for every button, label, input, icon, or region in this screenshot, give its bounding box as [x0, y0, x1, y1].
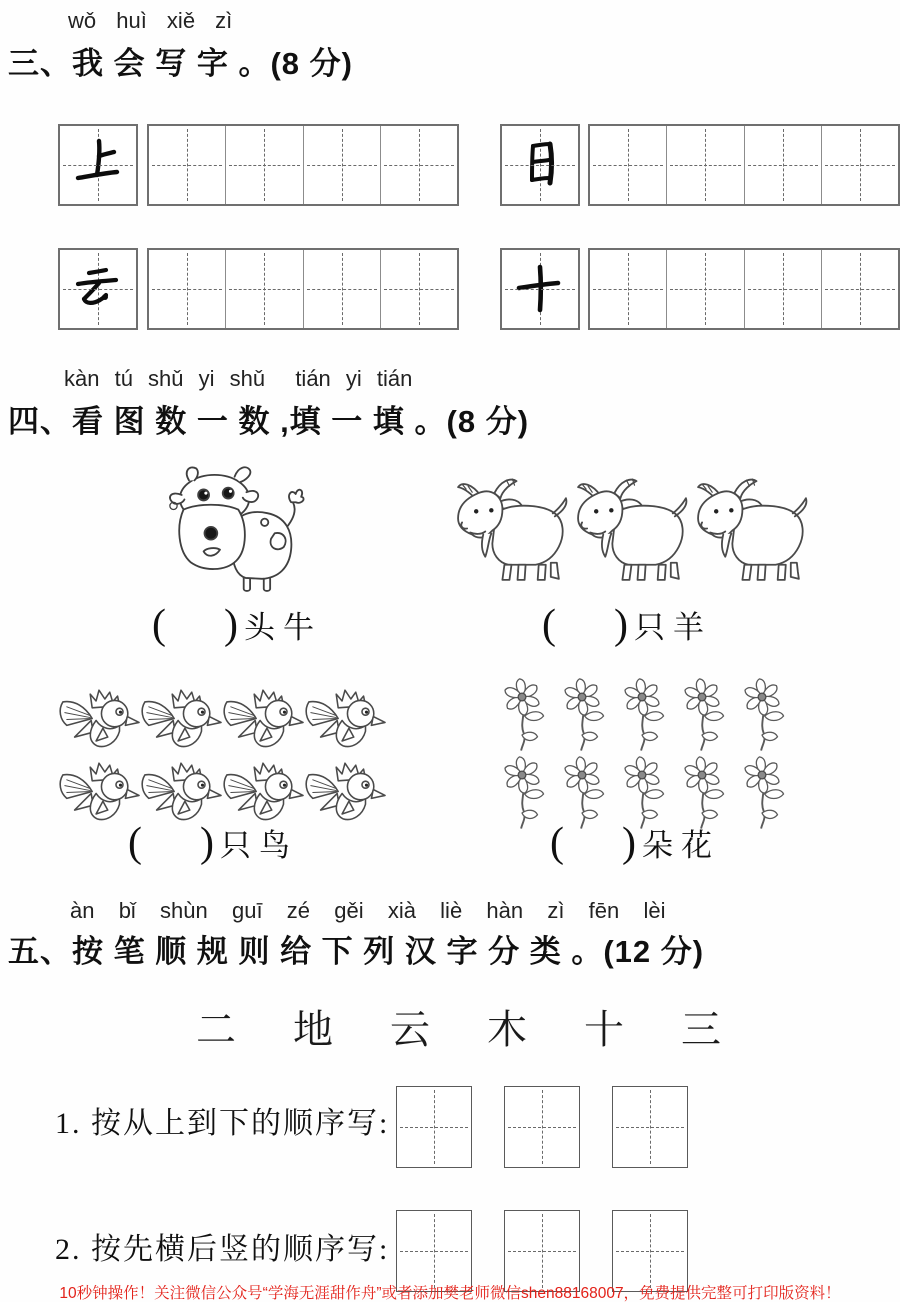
practice-cell[interactable]	[149, 126, 225, 204]
character-di: 地	[293, 1007, 333, 1052]
flowers-caption	[550, 820, 720, 865]
practice-cell[interactable]	[303, 126, 380, 204]
flower-illustration	[672, 678, 732, 754]
caption-label: 朵花	[642, 828, 720, 863]
flower-illustration	[612, 678, 672, 754]
goat-illustration	[570, 476, 696, 585]
section3-pinyin: wǒ huì xiě zì	[68, 8, 233, 33]
practice-cell[interactable]	[744, 250, 821, 328]
practice-strip	[147, 248, 459, 330]
caption-label: 头牛	[244, 610, 322, 645]
promo-footer-text: 10秒钟操作！关注微信公众号“学海无涯甜作舟”或者添加樊老师微信shen88168007，免费提供完整可打印版资料！	[59, 1285, 841, 1302]
open-paren: (	[550, 819, 564, 866]
character-mu: 木	[487, 1007, 527, 1052]
open-paren: (	[128, 819, 142, 866]
open-paren: (	[152, 601, 166, 648]
answer-box[interactable]	[504, 1210, 580, 1292]
birds-figure	[58, 688, 392, 824]
section4-pinyin: kàn tú shǔ yi shǔ tián yi tián	[64, 366, 413, 391]
practice-strip	[588, 248, 900, 330]
bird-illustration	[304, 761, 386, 824]
bird-illustration	[140, 761, 222, 824]
close-paren: )	[224, 601, 238, 648]
character-yun: 云	[390, 1007, 430, 1052]
flower-illustration	[732, 678, 792, 754]
caption-label: 只羊	[634, 610, 712, 645]
section5-title: 五、按 笔 顺 规 则 给 下 列 汉 字 分 类 。(12 分)	[8, 934, 705, 969]
bird-illustration	[222, 688, 304, 751]
caption-label: 只鸟	[220, 828, 298, 863]
close-paren: )	[614, 601, 628, 648]
goat-illustration	[690, 476, 816, 585]
close-paren: )	[200, 819, 214, 866]
question1-answer-boxes	[396, 1086, 688, 1168]
character-er: 二	[196, 1007, 236, 1052]
answer-box[interactable]	[504, 1086, 580, 1168]
bird-illustration	[58, 688, 140, 751]
practice-cell[interactable]	[666, 250, 743, 328]
section4-title: 四、看 图 数 一 数 ,填 一 填 。(8 分)	[8, 404, 530, 439]
close-paren: )	[622, 819, 636, 866]
question1-label: 1. 按从上到下的顺序写:	[55, 1107, 390, 1140]
bird-illustration	[58, 761, 140, 824]
practice-cell[interactable]	[590, 250, 666, 328]
bird-illustration	[222, 761, 304, 824]
goat-illustration	[450, 476, 576, 585]
question2-label: 2. 按先横后竖的顺序写:	[55, 1233, 390, 1266]
question2-answer-boxes	[396, 1210, 688, 1292]
goats-figure	[450, 476, 810, 585]
flowers-figure	[492, 678, 800, 832]
character-list	[196, 998, 721, 1055]
flower-illustration	[492, 756, 552, 832]
demo-cell-row1-right	[500, 124, 580, 206]
section5-pinyin: àn bǐ shùn guī zé gěi xià liè hàn zì fēn lèi	[70, 898, 666, 923]
section3-title: 三、我 会 写 字 。(8 分)	[8, 46, 353, 81]
flower-illustration	[732, 756, 792, 832]
answer-box[interactable]	[612, 1210, 688, 1292]
answer-box[interactable]	[396, 1086, 472, 1168]
demo-cell-row2-left	[58, 248, 138, 330]
bird-illustration	[140, 688, 222, 751]
flower-illustration	[492, 678, 552, 754]
practice-cell[interactable]	[303, 250, 380, 328]
open-paren: (	[542, 601, 556, 648]
cow-illustration	[158, 462, 313, 599]
bird-illustration	[304, 688, 386, 751]
answer-box[interactable]	[396, 1210, 472, 1292]
cow-figure	[158, 462, 313, 604]
goats-caption	[542, 602, 712, 647]
practice-strip	[147, 124, 459, 206]
practice-cell[interactable]	[666, 126, 743, 204]
practice-strip	[588, 124, 900, 206]
practice-cell[interactable]	[380, 126, 457, 204]
cow-caption	[152, 602, 322, 647]
practice-cell[interactable]	[821, 250, 898, 328]
flower-illustration	[552, 678, 612, 754]
practice-cell[interactable]	[821, 126, 898, 204]
character-shi: 十	[584, 1007, 624, 1052]
practice-cell[interactable]	[380, 250, 457, 328]
character-san: 三	[681, 1007, 721, 1052]
demo-cell-row2-right	[500, 248, 580, 330]
practice-cell[interactable]	[225, 126, 302, 204]
birds-caption	[128, 820, 298, 865]
answer-box[interactable]	[612, 1086, 688, 1168]
demo-cell-row1-left	[58, 124, 138, 206]
practice-cell[interactable]	[149, 250, 225, 328]
practice-cell[interactable]	[590, 126, 666, 204]
practice-cell[interactable]	[744, 126, 821, 204]
practice-cell[interactable]	[225, 250, 302, 328]
